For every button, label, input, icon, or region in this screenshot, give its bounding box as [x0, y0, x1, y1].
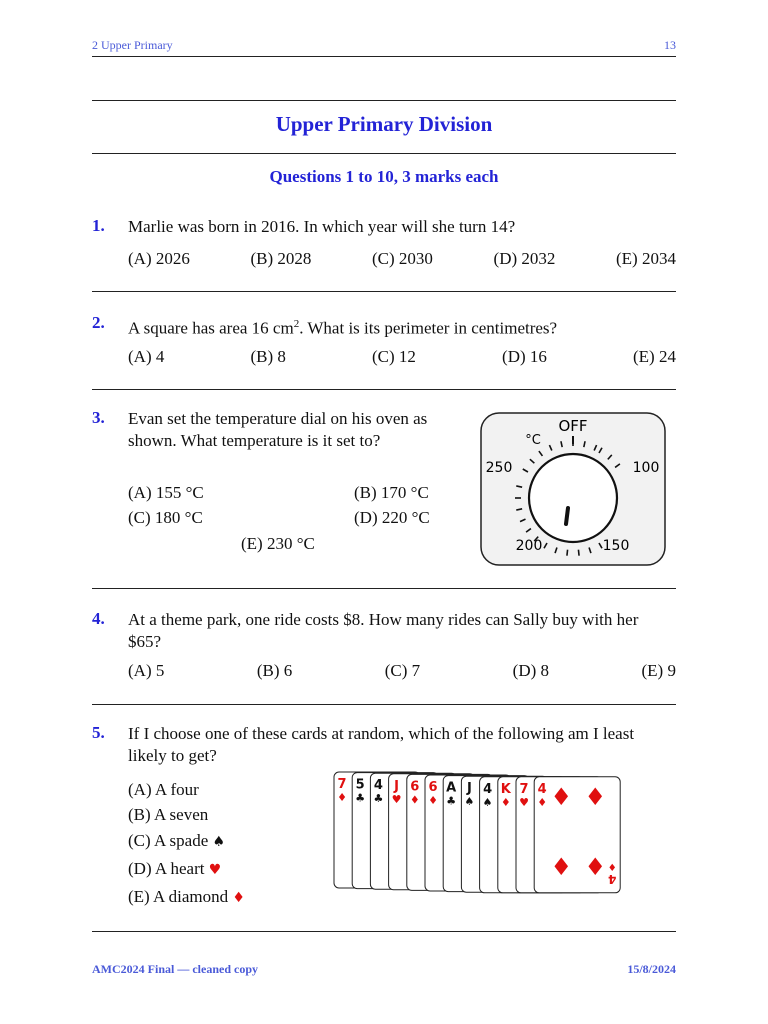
q4-option-d[interactable]: (D) 8: [512, 661, 550, 680]
card-rank: J: [466, 781, 472, 797]
card-suit-icon: ♠: [464, 795, 475, 809]
q2-superscript: 2: [293, 318, 300, 330]
card-suit-icon: ♦: [428, 794, 438, 807]
dial-pointer: [566, 508, 568, 524]
q1-option-b[interactable]: (B) 2028: [250, 249, 312, 268]
q5-option-e[interactable]: [128, 887, 245, 907]
question-1-text: Marlie was born in 2016. In which year will she turn 14?: [128, 217, 516, 236]
page-number: 13: [664, 38, 676, 52]
q3-option-a[interactable]: (A) 155 °C: [128, 483, 204, 502]
question-1-options: [128, 249, 676, 269]
heart-icon: ♥: [208, 862, 222, 878]
q5-option-b[interactable]: [128, 805, 208, 825]
dial-tick: [567, 550, 568, 556]
question-4-options: [128, 661, 676, 681]
card-rank: 6: [410, 779, 420, 795]
card-suit-icon: ♥: [391, 792, 402, 806]
q2-text-after: . What is its perimeter in centimetres?: [299, 318, 558, 338]
q3-option-c[interactable]: (C) 180 °C: [128, 508, 203, 527]
card-pip-icon: ♦: [584, 782, 606, 811]
header-rule: [92, 56, 676, 57]
q5-option-a-label: (A) A four: [128, 780, 199, 799]
card-rank: 5: [355, 777, 365, 793]
card-suit-icon: ♣: [446, 794, 457, 808]
diamond-icon: ♦: [232, 890, 245, 906]
card-suit-icon: ♠: [482, 795, 493, 809]
q1-option-e[interactable]: (E) 2034: [616, 249, 676, 268]
question-2-number: 2.: [92, 313, 105, 332]
q3-option-e[interactable]: (E) 230 °C: [241, 534, 315, 553]
q5-option-c[interactable]: [128, 831, 225, 851]
footer-date: 15/8/2024: [627, 962, 676, 976]
title-rule-bottom: [92, 153, 676, 154]
q5-option-d-label: (D) A heart: [128, 859, 205, 878]
question-4-number: 4.: [92, 609, 105, 628]
division-title: Upper Primary Division: [275, 112, 493, 136]
q2-option-b[interactable]: (B) 8: [250, 347, 286, 366]
dial-off-label: OFF: [558, 417, 588, 435]
card-suit-icon: ♦: [500, 795, 511, 809]
question-4-text: At a theme park, one ride costs $8. How many rides can Sally buy with her $65?: [128, 610, 639, 651]
card-pip-icon: ♦: [584, 852, 606, 881]
question-3-number: 3.: [92, 408, 105, 427]
card-rank: A: [446, 780, 457, 796]
footer-left: AMC2024 Final — cleaned copy: [92, 962, 258, 976]
q2-option-a[interactable]: (A) 4: [128, 347, 165, 366]
spade-icon: ♠: [212, 834, 226, 850]
card-suit-inverted-icon: ♦: [607, 862, 617, 874]
q4-option-a[interactable]: (A) 5: [128, 661, 165, 680]
question-3-text: Evan set the temperature dial on his oven as shown. What temperature is it set to?: [128, 409, 428, 450]
q4-option-b[interactable]: (B) 6: [256, 661, 293, 680]
card-rank: 7: [337, 777, 347, 792]
divider-2: [92, 389, 676, 390]
q2-text-before: A square has area 16 cm: [128, 318, 294, 338]
q5-option-b-label: (B) A seven: [128, 805, 209, 824]
card-rank: 4: [537, 781, 547, 797]
card-rank: 6: [428, 780, 438, 795]
card-suit-icon: ♦: [537, 795, 548, 809]
card-suit-icon: ♥: [519, 795, 529, 809]
dial-label-100: 100: [632, 460, 660, 476]
oven-dial-figure: [480, 412, 666, 566]
card-rank: K: [500, 781, 511, 797]
divider-5: [92, 931, 676, 932]
q3-option-d[interactable]: (D) 220 °C: [354, 508, 430, 527]
card-face: [534, 777, 620, 893]
title-rule-top: [92, 100, 676, 101]
card-rank-inverted: 4: [608, 871, 617, 886]
dial-label-150: 150: [602, 538, 630, 554]
cards-fan: [334, 772, 620, 893]
q5-option-a[interactable]: [128, 780, 199, 800]
q2-option-e[interactable]: (E) 24: [633, 347, 676, 366]
q5-option-d[interactable]: [128, 859, 221, 879]
q1-option-a[interactable]: (A) 2026: [128, 249, 190, 268]
divider-3: [92, 588, 676, 589]
q2-option-c[interactable]: (C) 12: [372, 347, 416, 366]
card-suit-icon: ♣: [355, 791, 366, 805]
card-rank: J: [394, 778, 400, 794]
playing-card: [534, 777, 620, 893]
divider-4: [92, 704, 676, 705]
q4-option-c[interactable]: (C) 7: [384, 661, 421, 680]
card-pip-icon: ♦: [550, 852, 572, 881]
card-suit-icon: ♣: [373, 792, 384, 806]
dial-knob: [529, 454, 617, 542]
card-suit-icon: ♦: [409, 793, 420, 807]
dial-tick: [578, 550, 579, 556]
q4-option-e[interactable]: (E) 9: [641, 661, 676, 680]
card-pip-icon: ♦: [550, 782, 572, 811]
question-5-text: If I choose one of these cards at random, which of the following am I least likely to get?: [128, 724, 635, 765]
q3-option-b[interactable]: (B) 170 °C: [354, 483, 429, 502]
q1-option-c[interactable]: (C) 2030: [372, 249, 433, 268]
card-rank: 4: [373, 778, 383, 794]
dial-unit-label: °C: [525, 433, 541, 448]
q1-option-d[interactable]: (D) 2032: [493, 249, 556, 268]
question-2-options: [128, 347, 676, 367]
question-5-number: 5.: [92, 723, 105, 742]
dial-label-200: 200: [515, 538, 543, 554]
playing-cards-figure: [332, 770, 628, 894]
q5-option-e-label: (E) A diamond: [128, 887, 229, 906]
question-1-number: 1.: [92, 216, 105, 235]
question-2-text: [128, 313, 557, 340]
section-subheading: Questions 1 to 10, 3 marks each: [269, 167, 499, 186]
divider-1: [92, 291, 676, 292]
running-header-section: 2 Upper Primary: [92, 38, 173, 52]
card-suit-icon: ♦: [337, 791, 347, 804]
card-rank: 4: [483, 781, 493, 797]
q5-option-c-label: (C) A spade: [128, 831, 209, 850]
card-rank: 7: [519, 781, 529, 797]
dial-label-250: 250: [485, 460, 513, 476]
q2-option-d[interactable]: (D) 16: [502, 347, 547, 366]
